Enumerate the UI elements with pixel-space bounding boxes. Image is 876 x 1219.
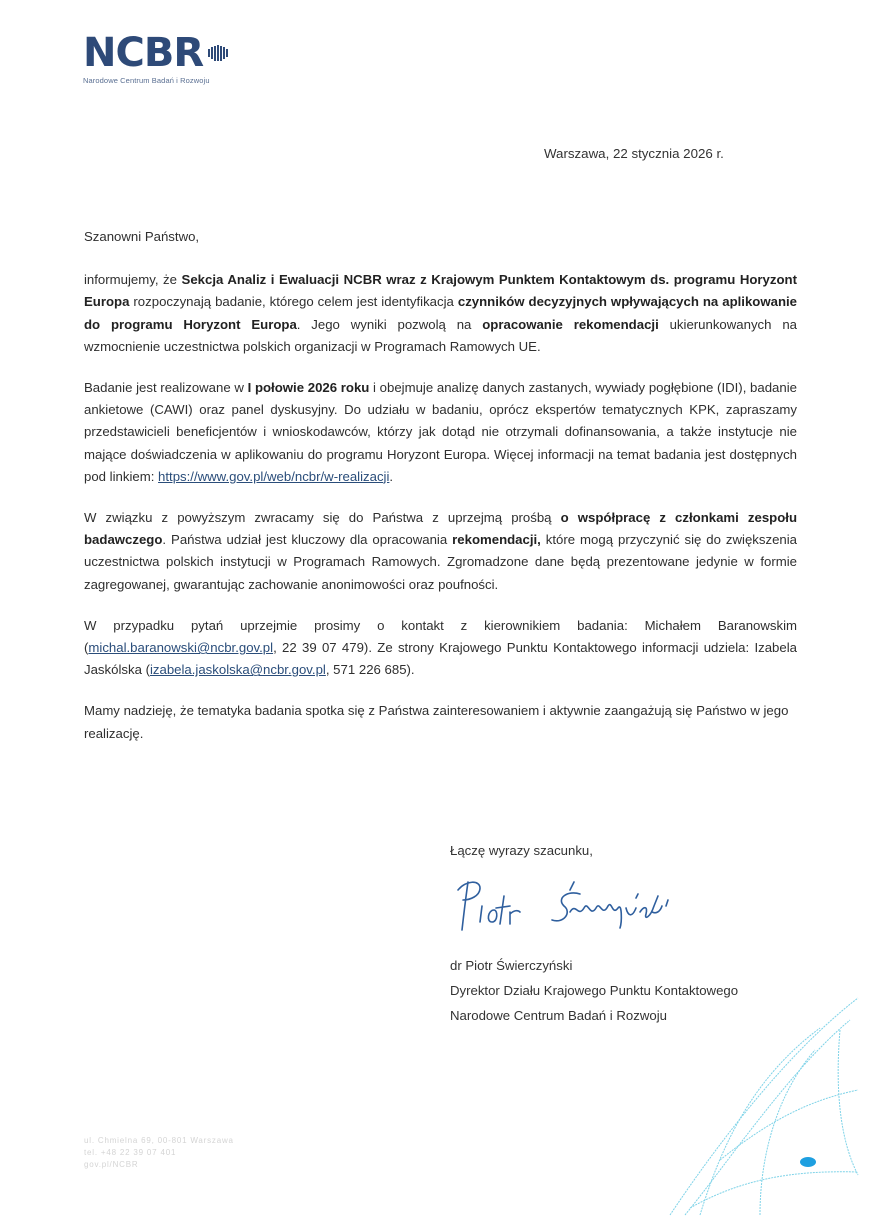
- text: i obejmuje analizę danych zastanych, wywiady pogłębione (IDI), badanie ankietowe (CAWI) oraz panel dyskusyjny. Do udziału w badaniu, oprócz ekspertów tematycznych KPK, zapraszamy przedstawicieli beneficjentów i wnioskodawców, którzy jak dotąd nie otrzymali dofinansowania, a także instytucje nie mające doświadczenia w aplikowaniu do programu Horyzont Europa. Więcej informacji na temat badania jest dostępnych pod linkiem:: [84, 380, 797, 484]
- logo-subtitle: Narodowe Centrum Badań i Rozwoju: [83, 76, 210, 85]
- date-line: Warszawa, 22 stycznia 2026 r.: [544, 146, 724, 161]
- text: , 571 226 685).: [325, 662, 415, 678]
- decorative-network-graphic: [640, 990, 876, 1219]
- text: . Jego wyniki pozwolą na: [296, 316, 483, 332]
- email-link-jaskolska[interactable]: izabela.jaskolska@ncbr.gov.pl: [149, 662, 326, 678]
- bold-text: Sekcja Analiz i Ewaluacji NCBR wraz z Krajowym Punktem Kontaktowym ds. programu Horyzont Europa: [84, 272, 797, 310]
- bold-text: czynników decyzyjnych wpływających na aplikowanie do programu Horyzont Europa: [84, 294, 797, 332]
- text: które mogą przyczynić się do zwiększenia uczestnictwa polskich instytucji w Programach Ramowych. Zgromadzone dane będą prezentowane jedynie w formie zagregowanej, gwarantując zachowanie anonimowości oraz poufności.: [84, 532, 798, 592]
- ncbr-logo: [83, 30, 229, 85]
- text: .: [389, 468, 394, 484]
- greeting: Szanowni Państwo,: [84, 229, 200, 244]
- handwritten-signature: [452, 872, 692, 934]
- bold-text: I połowie 2026 roku: [247, 380, 370, 396]
- paragraph-closing-hope: Mamy nadzieję, że tematyka badania spotka się z Państwa zainteresowaniem i aktywnie zaangażują się Państwo w jego realizację.: [84, 703, 789, 741]
- text: W przypadku pytań uprzejmie prosimy o kontakt z kierownikiem badania: Michałem Baranowskim (: [84, 617, 797, 656]
- logo-wordmark: NCBR: [83, 30, 204, 76]
- bold-text: rekomendacji,: [452, 532, 541, 548]
- footer-contact: [84, 1135, 234, 1171]
- bold-text: opracowanie rekomendacji: [482, 316, 659, 332]
- text: rozpoczynają badanie, którego celem jest identyfikacja: [129, 294, 458, 310]
- footer-phone: tel. +48 22 39 07 401: [84, 1148, 177, 1157]
- text: informujemy, że: [84, 272, 182, 288]
- closing-phrase: Łączę wyrazy szacunku,: [450, 843, 593, 858]
- signer-name: dr Piotr Świerczyński: [450, 958, 573, 973]
- study-info-link[interactable]: https://www.gov.pl/web/ncbr/w-realizacji: [158, 468, 390, 484]
- decor-dot-icon: [800, 1157, 816, 1167]
- paragraph-intro: [84, 269, 797, 358]
- signer-organization: Narodowe Centrum Badań i Rozwoju: [450, 1008, 667, 1023]
- text: ukierunkowanych na wzmocnienie uczestnictwa polskich organizacji w Programach Ramowych UE.: [84, 316, 797, 354]
- letter-body: [84, 226, 797, 764]
- text: W związku z powyższym zwracamy się do Państwa z uprzejmą prośbą: [84, 510, 561, 526]
- footer-address: ul. Chmielna 69, 00-801 Warszawa: [84, 1136, 234, 1145]
- paragraph-request: [84, 507, 797, 596]
- paragraph-contact: [84, 615, 797, 682]
- logo-stripes-icon: [208, 44, 229, 62]
- email-link-baranowski[interactable]: michal.baranowski@ncbr.gov.pl: [88, 640, 274, 656]
- text: Badanie jest realizowane w: [84, 380, 248, 396]
- text: . Państwa udział jest kluczowy dla opracowania: [162, 532, 453, 548]
- paragraph-study-details: [84, 377, 797, 488]
- signer-title: Dyrektor Działu Krajowego Punktu Kontaktowego: [450, 983, 739, 998]
- footer-web: gov.pl/NCBR: [84, 1160, 139, 1169]
- bold-text: o współpracę z członkami zespołu badawczego: [84, 510, 797, 548]
- text: , 22 39 07 479). Ze strony Krajowego Punktu Kontaktowego informacji udziela: Izabela Jaskólska (: [84, 640, 797, 678]
